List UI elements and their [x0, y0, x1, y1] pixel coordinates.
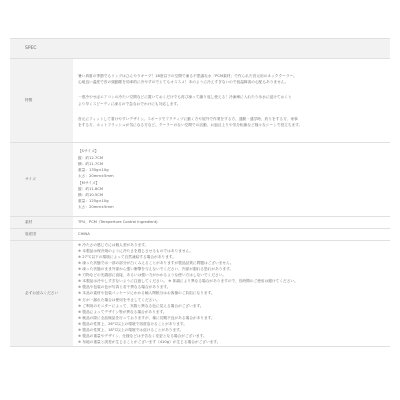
- notice-line: ※ 製品によってデザイン等が異なる場合があります。: [78, 309, 167, 314]
- size-s-line: 太さ：20mm±5mm: [78, 174, 114, 179]
- features-text: より早くスピーディに凍るので急なおでかけにも対応します。: [78, 101, 181, 106]
- features-text: をする方、ホットフラッシュが気になる方など。クーラーのない空間での活動、お風呂上りや気分転換など様々なシーンで役立ちます。: [78, 122, 303, 127]
- notice-line: ※ 検品の際に全品検品を行っておりますが、稀に初期不良がある場合があります。: [78, 315, 215, 320]
- notice-line: ※ 凍った状態では一部の部分が白くみえることがありますが製品品質に問題はございません。: [78, 261, 234, 266]
- notice-line: ※ 27°C以下の環境によって自然凍結する場合があります。: [78, 255, 176, 260]
- size-m-line: 横：約10.5CM: [78, 192, 104, 197]
- notice-line: ※ 製品の性質上、26°C以上の環境で再度溶けることがあります。: [78, 321, 187, 326]
- notice-value: [73, 241, 390, 347]
- material-label: 素材: [10, 217, 73, 229]
- origin-label: 原産国: [10, 229, 73, 241]
- size-s-line: 重量：135g±10g: [78, 168, 109, 173]
- spec-row-features: [10, 59, 390, 143]
- notice-line: ※ 製品や包装の色が写真と若干異なる場合があります。: [78, 285, 171, 290]
- spec-title: SPEC: [10, 38, 390, 58]
- features-value: [73, 59, 390, 143]
- features-text: 心地良い温度で首の頸動脈を効率的に冷やすのでとてもオススメ！あのように冷えすぎないので低温障害の心配もありません。: [78, 80, 289, 85]
- notice-line: ※ 本品の素材や包装パッケージにかかる輸入関税分はお客様のご負担になります。: [78, 291, 215, 296]
- spec-row-origin: [10, 229, 390, 241]
- size-s-title: 【Sサイズ】: [78, 149, 99, 154]
- spec-row-notice: [10, 241, 390, 347]
- size-s-line: 縦：約12.7CM: [78, 155, 104, 160]
- notice-line: ※ ご利用のモニターによって、実際と異なる色に見える場合がございます。: [78, 303, 204, 308]
- size-m-line: 太さ：20mm±5mm: [78, 205, 114, 210]
- notice-line: ※ 製品の重量やデザイン、仕様などは予告なく変更となる場合がございます。: [78, 333, 207, 338]
- features-text: 首元にフィットして着けやすいデザイン。スポーツでアクティブに動く方や屋外で作業をする方、通勤・通学時、釣りをする方、家事: [78, 116, 298, 121]
- notice-line: ※ 刃物などの先端部に直接、あるいは強い力がかかるような使い方はしないでください。: [78, 273, 227, 278]
- notice-line: ※ 万が一漏れた場合は使用を中止してください。: [78, 297, 160, 302]
- origin-value: CHINA: [73, 229, 390, 241]
- spec-row-material: [10, 217, 390, 229]
- notice-line: ※ 製品の性質上、18°C以上の環境では溶けることがあります。: [78, 327, 184, 332]
- notice-line: ※ 本製品は冷やしすぎないように注意してください。 ※ 体調により異なる場合がありますので、長時間のご使用は避けてください。: [78, 279, 298, 284]
- size-m-title: 【Mサイズ】: [78, 180, 100, 185]
- spec-table: [10, 58, 390, 347]
- notice-line: ※ 布地の重量と誤差が生じることがございます（410g）が生じる場合がございます。: [78, 339, 221, 344]
- size-m-line: 重量：125g±10g: [78, 199, 109, 204]
- notice-line: ※ 冷たさの感じ方には個人差があります。: [78, 243, 149, 248]
- notice-line: ※ 凍った状態のまま外部から強い衝撃を与えないでください、内部が割れる恐れがあります。: [78, 267, 234, 272]
- material-value: TPU、PCM（Temperture Control Ingredient): [73, 217, 390, 229]
- notice-label: 必ずお読みください: [10, 241, 73, 347]
- features-text: 暑い真夏の季節でもリングはひんやりキープ！18度以下の空間で凍る不思議な水「PCM素材」で作られた首元用のネッククーラー。: [78, 73, 297, 78]
- size-s-line: 横：約11.7CM: [78, 161, 104, 166]
- notice-line: ※ 本製品は保冷剤のように冷たさを感じさせるものではありません。: [78, 249, 194, 254]
- features-text: 一度冷やせばエアコンの冷たい空間などに置いておくだけでも再び凍って繰り返し使える！冷凍庫に入れたり氷水に浸けておくと: [78, 95, 292, 100]
- size-m-line: 縦：約11.8CM: [78, 186, 104, 191]
- spec-row-size: [10, 143, 390, 217]
- features-label: 特徴: [10, 59, 73, 143]
- size-label: サイズ: [10, 143, 73, 217]
- size-value: [73, 143, 390, 217]
